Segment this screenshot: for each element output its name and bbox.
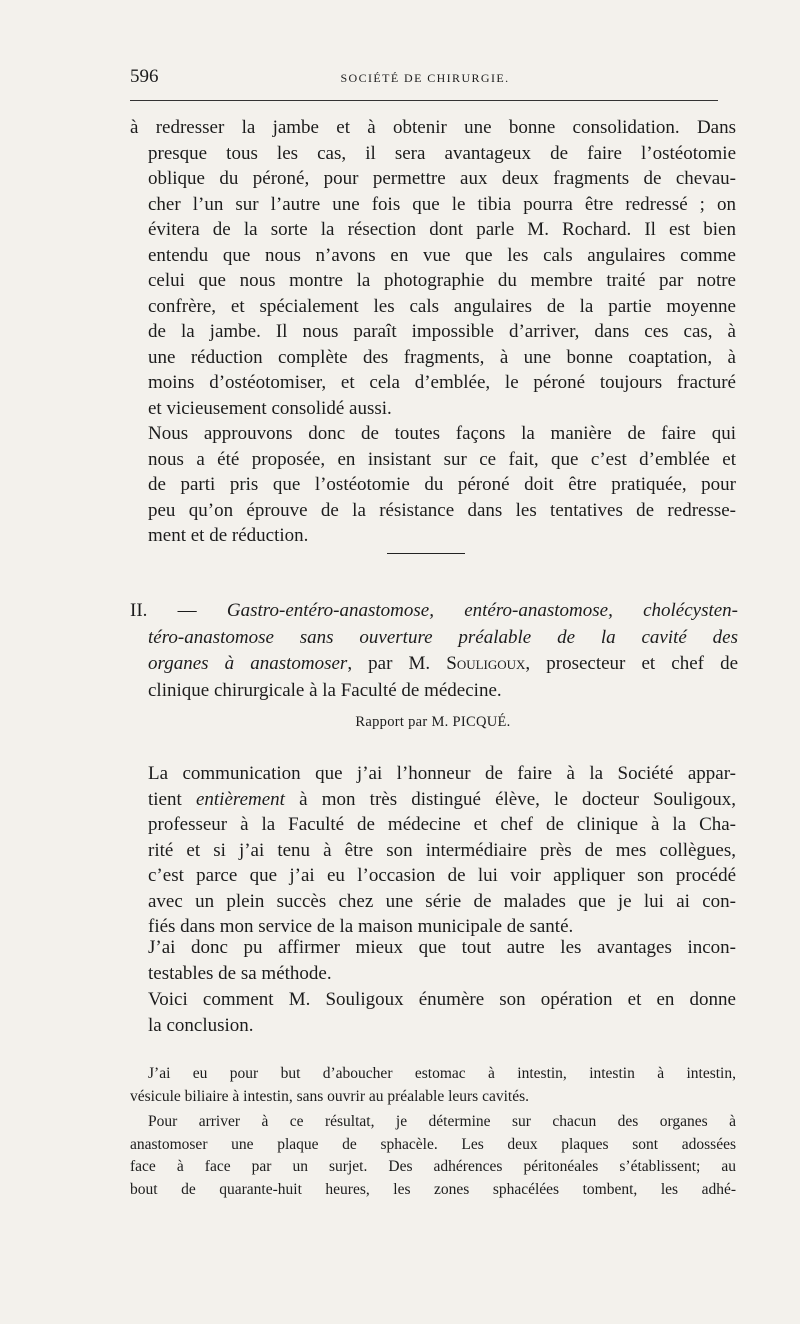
text-line: oblique du péroné, pour permettre aux deux fragments de chevau- [148,168,736,189]
header-rule [130,100,718,101]
text-line: celui que nous montre la photographie du membre traité par notre [148,270,736,291]
report-byline: Rapport par M. PICQUÉ. [355,714,511,730]
section-by-text: , par M. [347,653,447,674]
text-line: Nous approuvons donc de toutes façons la manière de faire qui [148,423,736,444]
paragraph-4 [130,935,736,986]
text-line: moins d’ostéotomiser, et cela d’emblée, le péroné toujours fracturé [148,372,736,393]
text-line: évitera de la sorte la résection dont parle M. Rochard. Il est bien [148,219,736,240]
section-title-line: Gastro-entéro-anastomose, entéro-anastomose, cholécysten- [226,600,739,621]
text-line: nous a été proposée, en insistant sur ce fait, que c’est d’emblée et [148,448,736,470]
text-line: cher l’un sur l’autre une fois que le tibia pourra être redressé ; on [148,193,736,215]
section-author: Souligoux [446,653,526,674]
section-title-line: téro-anastomose sans ouverture préalable de la cavité des [148,626,738,648]
emphasis-word: entièrement [181,788,285,810]
text-line: vésicule biliaire à intestin, sans ouvrir au préalable leurs cavités. [130,1087,529,1105]
text-line: Voici comment M. Souligoux énumère son opération et en donne [148,989,736,1010]
text-line: face à face par un surjet. Des adhérences péritonéales s’établissent; au [130,1158,736,1175]
text-line: la conclusion. [148,1014,254,1036]
text-line: de la jambe. Il nous paraît impossible d’arriver, dans ces cas, à [148,321,736,342]
text-line: J’ai eu pour but d’aboucher estomac à intestin, intestin à intestin, [148,1065,736,1082]
text-line: avec un plein succès chez une série de malades que je lui ai con- [148,890,736,912]
running-title: SOCIÉTÉ DE CHIRURGIE. [340,71,510,85]
section-separator-rule [387,553,465,554]
text-line: confrère, et spécialement les cals angulaires de la partie moyenne [148,295,736,317]
section-heading [130,598,739,704]
text-line: à redresser la jambe et à obtenir une bonne consolidation. Dans [130,117,736,138]
page-number: 596 [130,66,159,87]
section-title-line: clinique chirurgicale à la Faculté de médecine. [148,679,502,701]
text-line: presque tous les cas, il sera avantageux de faire l’ostéotomie [148,142,736,164]
text-line: anastomoser une plaque de sphacèle. Les deux plaques sont adossées [130,1135,736,1153]
text-fragment: à mon très distingué élève, le docteur Souligoux, [284,788,736,810]
text-line: Pour arriver à ce résultat, je détermine sur chacun des organes à [148,1113,736,1130]
text-line: fiés dans mon service de la maison municipale de santé. [148,916,574,937]
paragraph-1 [130,115,736,421]
text-line: entendu que nous n’avons en vue que les cals angulaires comme [148,244,736,266]
text-line: une réduction complète des fragments, à une bonne coaptation, à [148,346,736,368]
text-line: professeur à la Faculté de médecine et chef de clinique à la Cha- [148,814,736,835]
quoted-paragraph-1 [130,1063,736,1108]
text-fragment: tient [148,788,182,810]
text-line: de parti pris que l’ostéotomie du péroné doit être pratiquée, pour [148,474,736,495]
quoted-paragraph-2 [130,1111,736,1201]
text-line: et vicieusement consolidé aussi. [148,397,392,419]
text-line: J’ai donc pu affirmer mieux que tout autre les avantages incon- [148,937,736,958]
paragraph-5 [130,987,736,1038]
section-author-tail: , prosecteur et chef de [525,653,738,674]
text-line: rité et si j’ai tenu à être son intermédiaire près de mes collègues, [148,839,736,861]
section-title-line: organes à anastomoser [148,653,348,674]
text-line: La communication que j’ai l’honneur de faire à la Société appar- [148,763,736,784]
page-header [130,66,720,92]
text-line: peu qu’on éprouve de la résistance dans les tentatives de redresse- [148,499,736,521]
section-number: II. — [130,600,197,621]
text-line: ment et de réduction. [148,525,309,546]
text-line: c’est parce que j’ai eu l’occasion de lui voir appliquer son procédé [148,865,736,886]
text-line: bout de quarante-huit heures, les zones sphacélées tombent, les adhé- [130,1180,736,1198]
paragraph-3 [130,761,736,940]
paragraph-2 [130,421,736,549]
text-line: testables de sa méthode. [148,962,332,984]
